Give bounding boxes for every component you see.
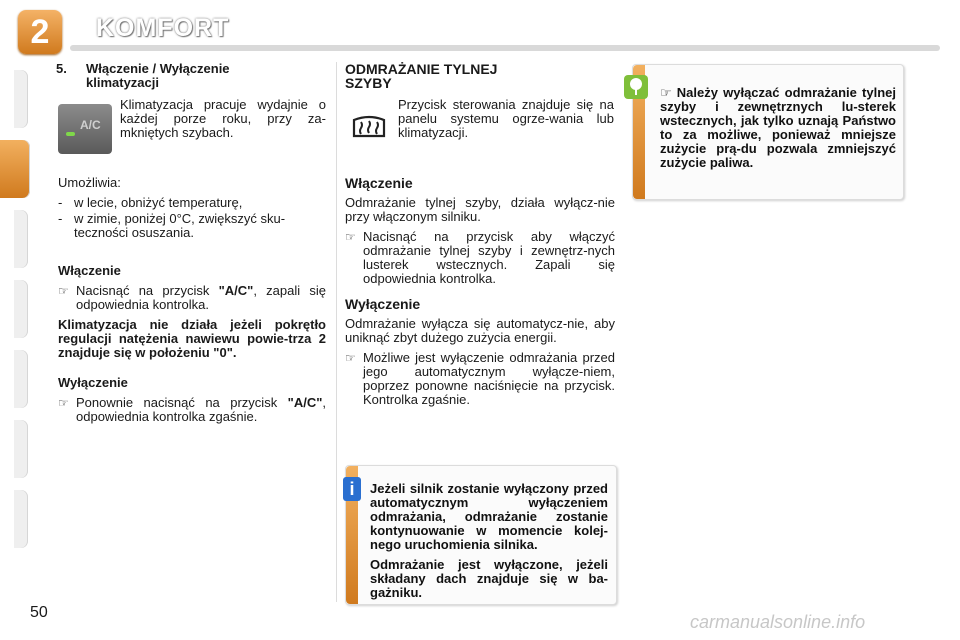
ac-on-section bbox=[58, 264, 326, 366]
hand-pointer-icon: ☞ bbox=[58, 284, 69, 298]
defrost-on-heading: Włączenie bbox=[345, 175, 413, 191]
hand-pointer-icon: ☞ bbox=[660, 85, 672, 100]
left-section-title bbox=[56, 62, 326, 90]
page-number: 50 bbox=[30, 604, 48, 621]
header-divider bbox=[70, 45, 940, 51]
indicator-light-icon bbox=[66, 132, 75, 136]
column-divider bbox=[336, 62, 337, 602]
defrost-off-text: Odmrażanie wyłącza się automatycz-nie, aby uniknąć zbyt dużego zużycia energii. bbox=[345, 316, 615, 345]
ac-off-heading: Wyłączenie bbox=[58, 375, 128, 390]
list-item: ☞ Nacisnąć na przycisk "A/C", zapali się odpowiednia kontrolka. bbox=[58, 283, 326, 312]
ac-on-heading: Włączenie bbox=[58, 263, 121, 278]
hand-pointer-icon: ☞ bbox=[345, 351, 356, 365]
list-item: ☞ Ponownie nacisnąć na przycisk "A/C", odpowiednia kontrolka zgaśnie. bbox=[58, 395, 326, 424]
possibilities-label: Umożliwia: bbox=[58, 175, 121, 190]
info-icon: i bbox=[343, 477, 361, 501]
defrost-intro: Przycisk sterowania znajduje się na panelu systemu ogrze-wania lub klimatyzacji. bbox=[398, 97, 614, 140]
chapter-tab[interactable] bbox=[14, 210, 28, 268]
rear-defrost-icon bbox=[349, 110, 389, 144]
chapter-tab[interactable] bbox=[14, 350, 28, 408]
list-item: - w zimie, poniżej 0°C, zwiększyć sku-teczności osuszania. bbox=[58, 211, 286, 240]
defrost-off-heading: Wyłączenie bbox=[345, 296, 421, 312]
chapter-tab[interactable] bbox=[14, 490, 28, 548]
defrost-off-section bbox=[345, 297, 615, 413]
header-bar bbox=[0, 0, 960, 56]
chapter-tabs bbox=[0, 70, 30, 580]
list-item: - w lecie, obniżyć temperaturę, bbox=[58, 195, 243, 210]
list-item: ☞ Możliwe jest wyłączenie odmrażania przed jego automatycznym wyłącze-niem, poprzez ponowne naciśnięcie na przycisk. Kontrolka zgaśnie. bbox=[345, 350, 615, 407]
chapter-title: KOMFORT bbox=[96, 14, 230, 42]
chapter-tab[interactable] bbox=[14, 70, 28, 128]
hand-pointer-icon: ☞ bbox=[345, 230, 356, 244]
defrost-on-text: Odmrażanie tylnej szyby, działa wyłącz-nie przy włączonym silniku. bbox=[345, 195, 615, 224]
watermark: carmanualsonline.info bbox=[690, 612, 866, 632]
ac-intro: Klimatyzacja pracuje wydajnie o każdej porze roku, przy za-mkniętych szybach. bbox=[120, 97, 326, 140]
eco-tree-icon bbox=[624, 75, 648, 99]
defrost-title: ODMRAŻANIE TYLNEJ SZYBY bbox=[345, 61, 498, 91]
ac-possibilities bbox=[58, 176, 326, 242]
ac-off-section bbox=[58, 376, 326, 430]
section-title-line-1: Włączenie / Wyłączenie bbox=[86, 61, 230, 76]
section-number: 5. bbox=[56, 61, 67, 76]
section-title-line-2: klimatyzacji bbox=[86, 75, 159, 90]
chapter-tab[interactable] bbox=[14, 420, 28, 478]
chapter-tab-active[interactable] bbox=[0, 140, 30, 198]
hand-pointer-icon: ☞ bbox=[58, 396, 69, 410]
ac-warning: Klimatyzacja nie działa jeżeli pokrętło regulacji natężenia nawiewu powie-trza 2 znajduje się w położeniu "0". bbox=[58, 317, 326, 360]
ac-button-icon bbox=[58, 104, 112, 154]
chapter-tab[interactable] bbox=[14, 280, 28, 338]
info-note-text: Jeżeli silnik zostanie wyłączony przed automatycznym wyłączeniem odmrażania, odmrażanie zostanie kontynuowanie w momencie kolej-nego uruchomienia silnika. Odmrażanie jest wyłączone, jeżeli składany dach znajduje się w ba-gażniku. bbox=[370, 481, 608, 600]
defrost-on-section bbox=[345, 176, 615, 292]
ac-icon-label: A/C bbox=[80, 118, 101, 132]
list-item: ☞ Nacisnąć na przycisk aby włączyć odmrażanie tylnej szyby i zewnętrz-nych lusterek wstecznych. Zapali się odpowiednia kontrolka. bbox=[345, 229, 615, 286]
eco-tip-text: ☞ Należy wyłączać odmrażanie tylnej szyby i zewnętrznych lu-sterek wstecznych, jak tylko uznają Państwo to za możliwe, ponieważ mniejsze zużycie prą-du pozwala zmniejszyć zużycie paliwa. bbox=[660, 85, 896, 170]
chapter-number-badge: 2 bbox=[18, 10, 62, 54]
